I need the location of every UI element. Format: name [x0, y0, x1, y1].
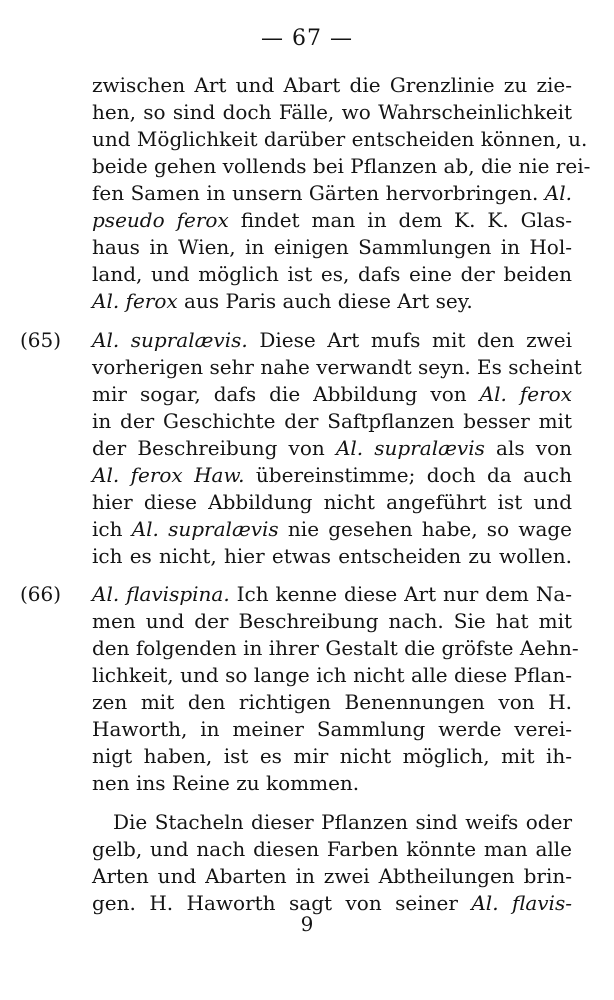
italic-taxon: Al. ferox Haw.	[92, 463, 245, 487]
italic-taxon: Al. ferox	[479, 382, 572, 406]
text-line: zwischen Art und Abart die Grenzlinie zu zie-	[92, 73, 572, 97]
text-line: Al. ferox Haw. übereinstimme; doch da auch	[92, 463, 572, 487]
text-line: Haworth, in meiner Sammlung werde verei-	[92, 717, 572, 741]
text-line: men und der Beschreibung nach. Sie hat mit	[92, 609, 572, 633]
text-line: ich Al. supralævis nie gesehen habe, so wage	[92, 517, 573, 541]
italic-taxon: Al. flavis-	[471, 891, 572, 915]
text-line: mir sogar, dafs die Abbildung von Al. ferox	[92, 382, 572, 406]
italic-taxon: pseudo ferox	[92, 208, 229, 232]
text-line: hier diese Abbildung nicht angeführt ist und	[92, 490, 572, 514]
text-line: Al. flavispina. Ich kenne diese Art nur dem Na-	[92, 582, 573, 606]
entry-number: (66)	[20, 582, 62, 606]
text-line: Al. ferox aus Paris auch diese Art sey.	[92, 289, 473, 313]
text-line: Die Stacheln dieser Pflanzen sind weifs oder	[113, 810, 572, 834]
italic-taxon: Al. ferox	[92, 289, 178, 313]
text-line: lichkeit, und so lange ich nicht alle diese Pflan-	[92, 663, 572, 687]
text-line: und Möglichkeit darüber entscheiden können, u.	[92, 127, 588, 151]
text-line: beide gehen vollends bei Pflanzen ab, die nie rei-	[92, 154, 591, 178]
text-line: in der Geschichte der Saftpflanzen besser mit	[92, 409, 572, 433]
signature-mark: 9	[300, 912, 314, 936]
text-line: zen mit den richtigen Benennungen von H.	[92, 690, 572, 714]
text-line: gelb, und nach diesen Farben könnte man alle	[92, 837, 572, 861]
text-line: haus in Wien, in einigen Sammlungen in Hol-	[92, 235, 572, 259]
text-line: ich es nicht, hier etwas entscheiden zu wollen.	[92, 544, 572, 568]
text-line: vorherigen sehr nahe verwandt seyn. Es scheint	[92, 355, 582, 379]
text-line: Arten und Abarten in zwei Abtheilungen brin-	[92, 864, 572, 888]
text-line: fen Samen in unsern Gärten hervorbringen. Al.	[92, 181, 572, 205]
text-line: nen ins Reine zu kommen.	[92, 771, 360, 795]
text-line: hen, so sind doch Fälle, wo Wahrscheinlichkeit	[92, 100, 572, 124]
entry-number: (65)	[20, 328, 62, 352]
text-line: Al. supralævis. Diese Art mufs mit den zwei	[92, 328, 572, 352]
italic-taxon: Al.	[544, 181, 572, 205]
text-line: der Beschreibung von Al. supralævis als von	[92, 436, 573, 460]
italic-taxon: Al. supralævis	[131, 517, 279, 541]
text-line: gen. H. Haworth sagt von seiner Al. flavis-	[92, 891, 572, 915]
page-number: — 67 —	[261, 26, 353, 51]
text-line: land, und möglich ist es, dafs eine der beiden	[92, 262, 572, 286]
text-line: nigt haben, ist es mir nicht möglich, mit ih-	[92, 744, 572, 768]
italic-taxon: Al. flavispina.	[92, 582, 230, 606]
italic-taxon: Al. supralævis	[335, 436, 485, 460]
italic-taxon: Al. supralævis.	[92, 328, 248, 352]
text-line: den folgenden in ihrer Gestalt die gröfste Aehn-	[92, 636, 579, 660]
text-line: pseudo ferox findet man in dem K. K. Glas-	[92, 208, 572, 232]
